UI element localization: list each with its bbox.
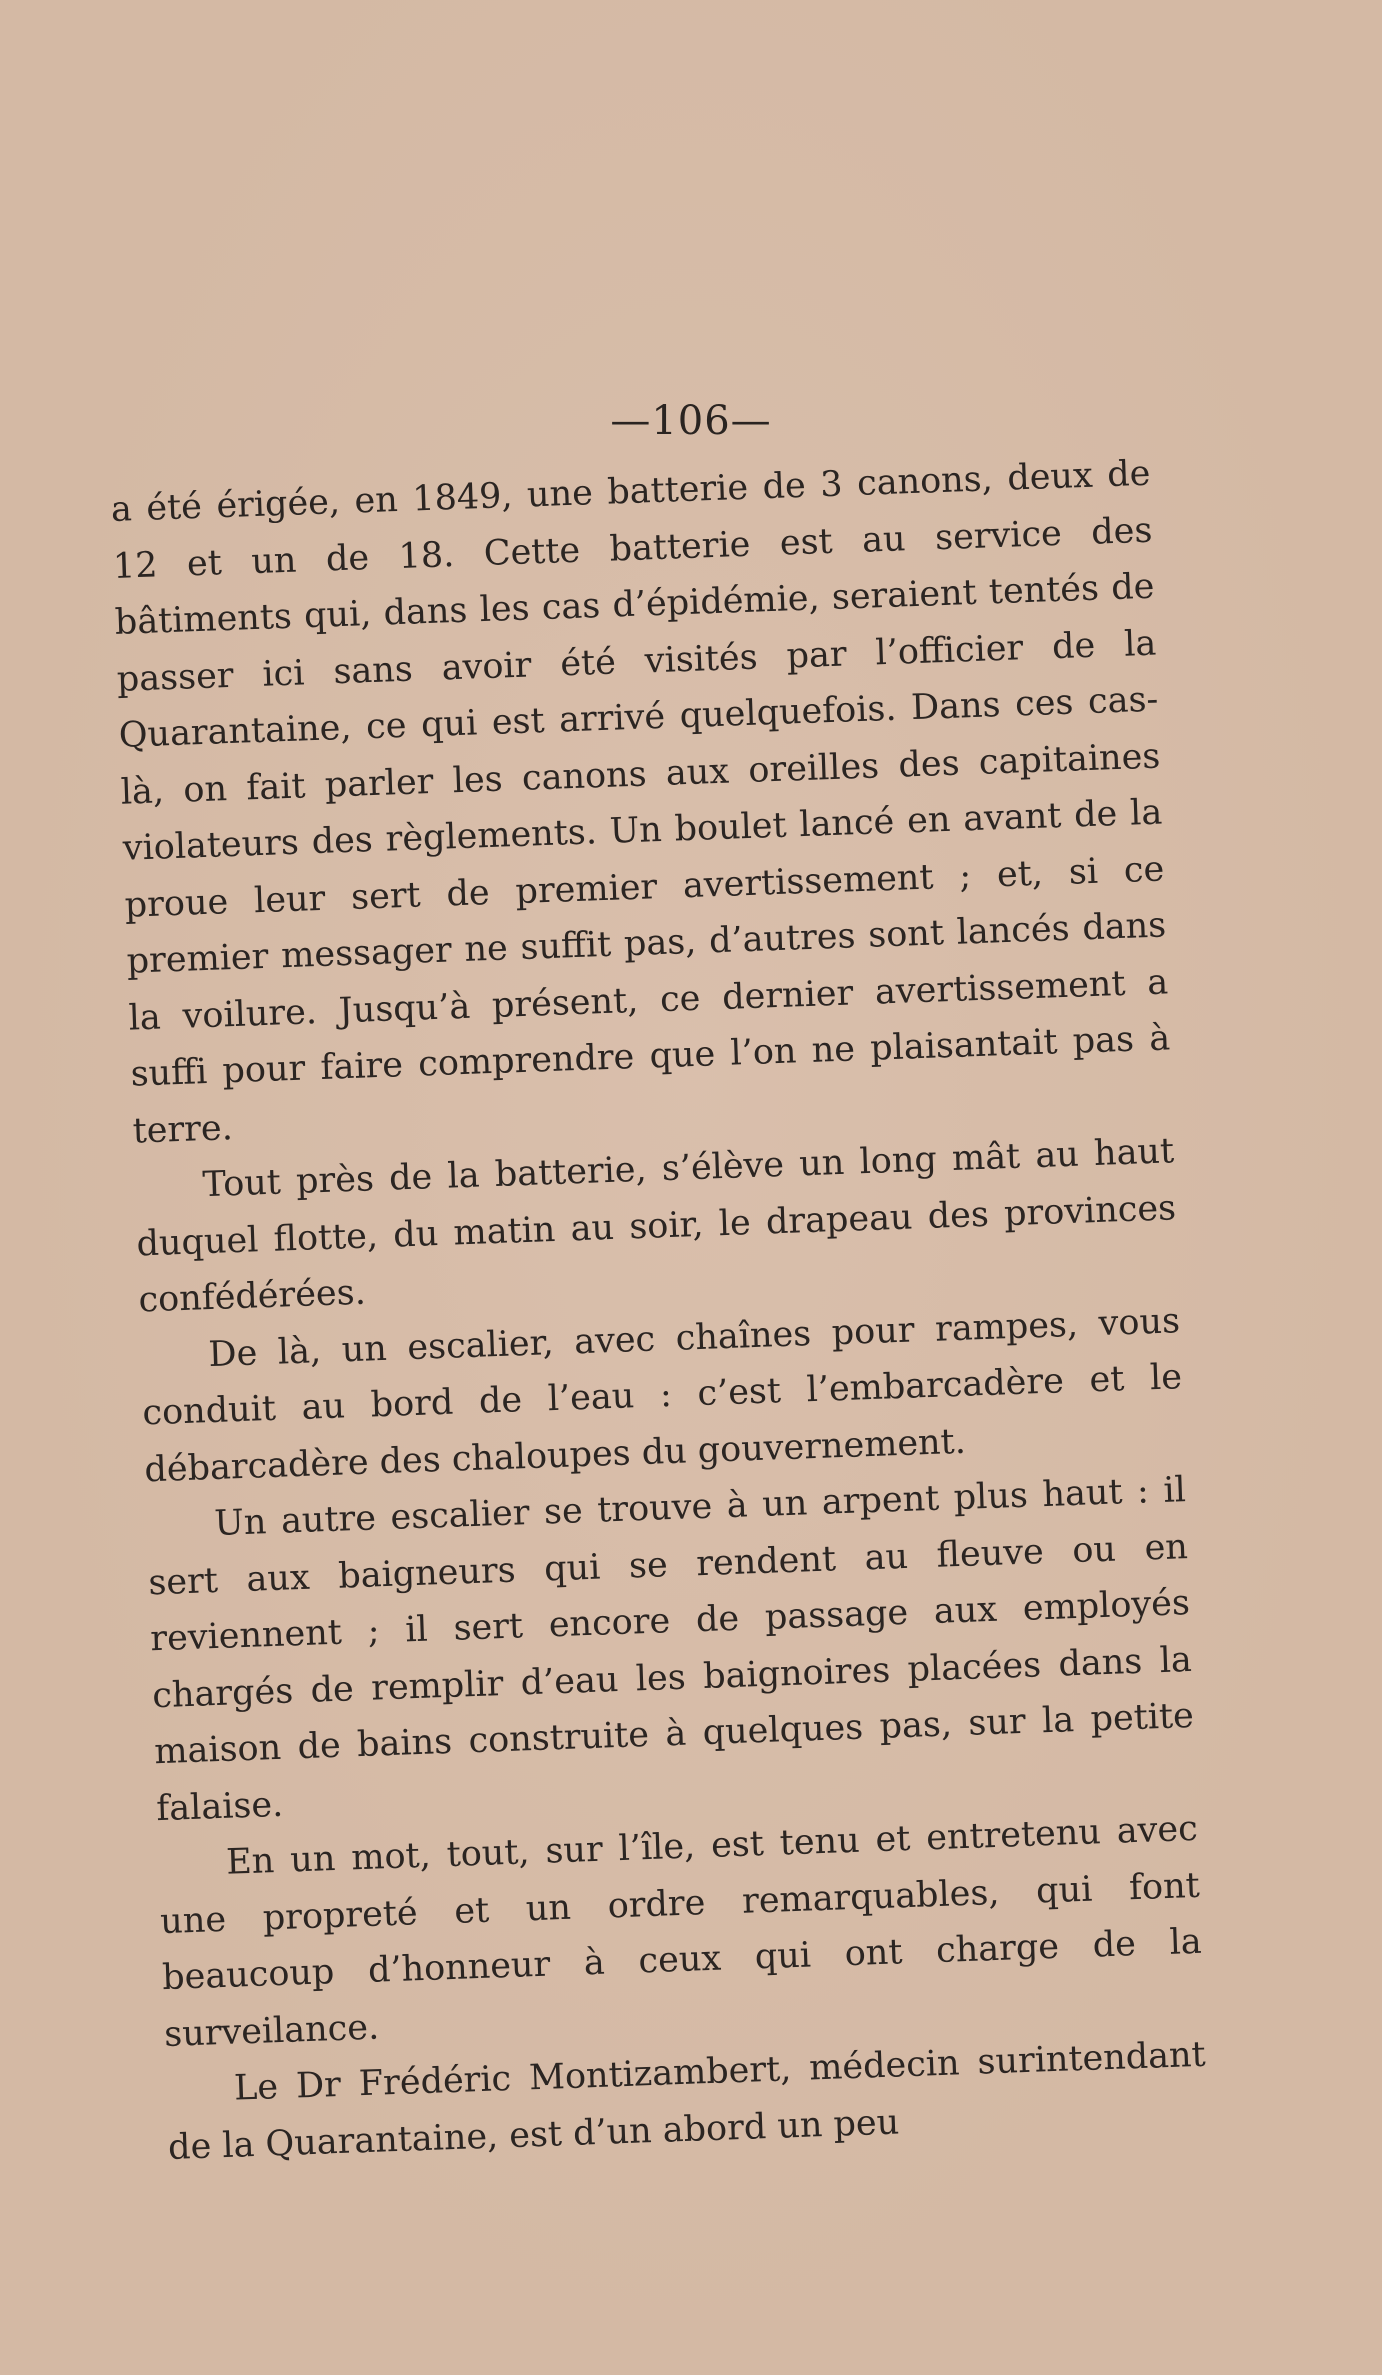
paragraph-battery: a été érigée, en 1849, une batterie de 3 canons, deux de 12 et un de 18. Cette batterie est au service des bâtiments qui, dans les cas d’épidémie, seraient tentés de passer ici sans avoir été visités par l’officier de la Quarantaine, ce qui est arrivé quelquefois. Dans ces cas-là, on fait parler les canons aux oreilles des capitaines violateurs des règlements. Un boulet lancé en avant de la proue leur sert de premier avertissement ; et, si ce premier messager ne suffit pas, d’autres sont lancés dans la voilure. Jusqu’à présent, ce dernier avertissement a suffi pour faire comprendre que l’on ne plaisantait pas à terre. xyxy=(110,453,1171,1152)
page-number: —106— xyxy=(610,398,772,444)
paragraph-cleanliness: En un mot, tout, sur l’île, est tenu et entretenu avec une propreté et un ordre remarquables, qui font beaucoup d’honneur à ceux qui ont charge de la surveilance. xyxy=(159,1808,1203,2055)
paragraph-staircase: De là, un escalier, avec chaînes pour rampes, vous conduit au bord de l’eau : c’est l’embarcadère et le débarcadère des chaloupes du gouvernement. xyxy=(141,1300,1183,1490)
paragraph-doctor: Le Dr Frédéric Montizambert, médecin surintendant de la Quarantaine, est d’un abord un peu xyxy=(167,2034,1207,2168)
page-body-text xyxy=(110,446,1209,2176)
paragraph-second-staircase: Un autre escalier se trouve à un arpent plus haut : il sert aux baigneurs qui se rendent au fleuve ou en reviennent ; il sert encore de passage aux employés chargés de remplir d’eau les baignoires placées dans la maison de bains construite à quelques pas, sur la petite falaise. xyxy=(147,1470,1195,1829)
paragraph-mast: Tout près de la batterie, s’élève un long mât au haut duquel flotte, du matin au soir, le drapeau des provinces confédérées. xyxy=(135,1131,1177,1321)
